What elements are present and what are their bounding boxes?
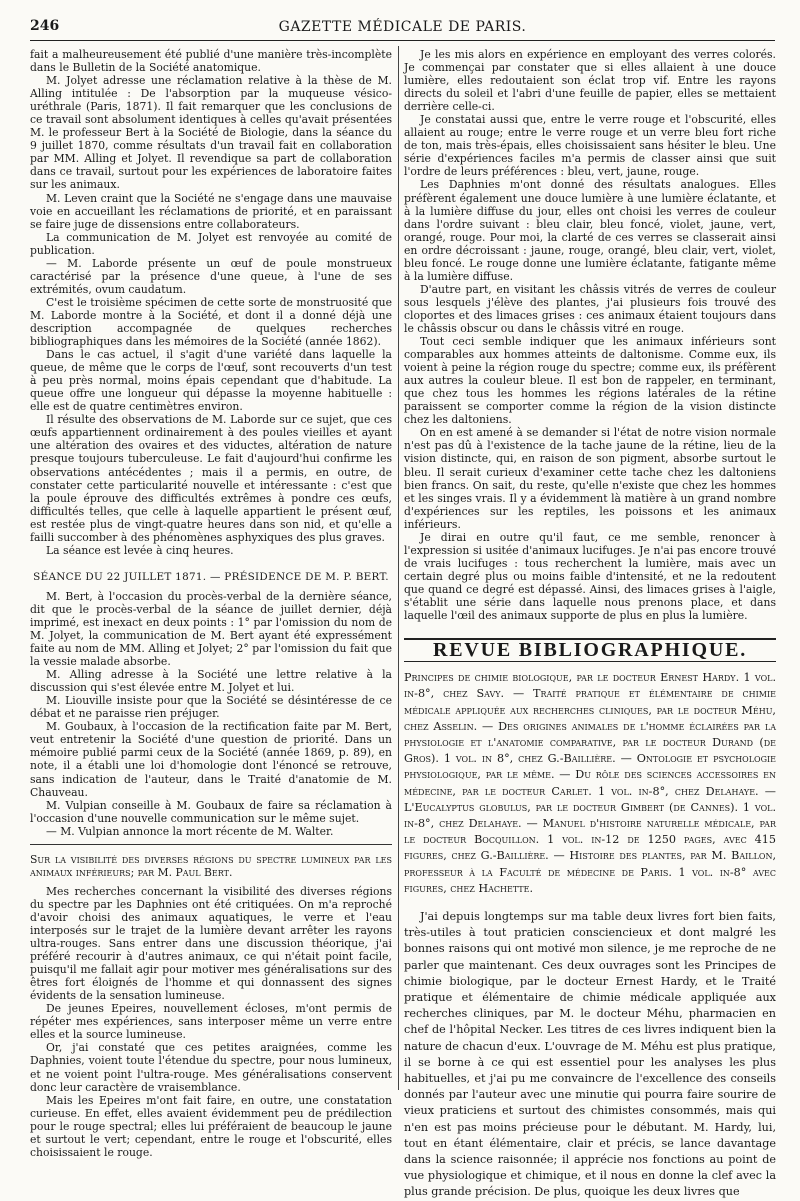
- column-divider: [398, 46, 399, 1090]
- paragraph: — M. Vulpian annonce la mort récente de M. Walter.: [46, 824, 334, 838]
- article-title: Sur la visibilité des diverses régions du spectre lumineux par les animaux inférieurs; par M. Paul Bert.: [30, 852, 392, 879]
- paragraph: M. Alling adresse à la Société une lettre relative à la discussion qui s'est élevée entre M. Jolyet et lui.: [30, 668, 392, 695]
- paragraph: Je les mis alors en expérience en employant des verres colorés. Je commençai par constater que si elles allaient à une douce lumière, elles redoutaient son éclat trop vif. Entre les rayons directs du soleil et l'abri d'une feuille de papier, elles se mettaient derrière celle-ci.: [404, 48, 776, 114]
- review-body: [404, 909, 776, 1201]
- paragraph: Mes recherches concernant la visibilité des diverses régions du spectre par les Daphnies ont été critiquées. On m'a reproché d'avoir choisi des animaux aquatiques, le verre et l'eau interposés sur le trajet de la lumière devant arrêter les rayons ultra-rouges. Sans entrer dans une discussion théorique, j'ai préféré recourir à d'autres animaux, ce qui n'était point facile, puisqu'il me fallait agir pour motiver mes généralisations sur des êtres fort éloignés de l'homme et qui donnassent des signes évidents de la sensation lumineuse.: [30, 884, 392, 1003]
- paragraph: J'ai depuis longtemps sur ma table deux livres fort bien faits, très-utiles à tout praticien consciencieux et dont malgré les bonnes raisons qui ont motivé mon silence, je me reproche de ne parler que maintenant. Ces deux ouvrages sont les Principes de chimie biologique, par le docteur Ernest Hardy, et le Traité pratique et élémentaire de chimie médicale appliquée aux recherches cliniques, par M. le docteur Méhu, pharmacien en chef de l'hôpital Necker. Les titres de ces livres indiquent bien la nature de chacun d'eux. L'ouvrage de M. Méhu est plus pratique, il se borne à ce qui est essentiel pour les analyses les plus habituelles, et j'ai pu me convaincre de l'excellence des conseils donnés par l'auteur avec une minutie qui pourra faire sourire de vieux praticiens et surtout des chimistes consommés, mais qui n'en est pas moins précieuse pour le débutant. M. Hardy, lui, tout en étant élémentaire, clair et précis, se lance davantage dans la science raisonnée; il apprécie nos fonctions au point de vue physiologique et chimique, et il nous en donne la clef avec la plus grande précision. De plus, quoique les deux livres que: [404, 909, 776, 1199]
- bibliography-list: [404, 670, 776, 897]
- paragraph: De jeunes Epeires, nouvellement écloses, m'ont permis de répéter mes expériences, sans interposer même un verre entre elles et la source lumineuse.: [30, 1002, 392, 1042]
- paragraph: M. Vulpian conseille à M. Goubaux de faire sa réclamation à l'occasion d'une nouvelle communication sur le même sujet.: [30, 798, 392, 825]
- paragraph: On en est amené à se demander si l'état de notre vision normale n'est pas dû à l'existence de la tache jaune de la rétine, lieu de la vision distincte, qui, en raison de son pigment, absorbe surtout le bleu. Il serait curieux d'examiner cette tache chez les daltoniens bien francs. On sait, du reste, qu'elle n'existe que chez les hommes et les singes vrais. Il y a évidemment là matière à un grand nombre d'expériences sur les reptiles, les poissons et les animaux inférieurs.: [404, 426, 776, 531]
- paragraph: Je constatai aussi que, entre le verre rouge et l'obscurité, elles allaient au rouge; entre le verre rouge et un verre bleu fort riche de ton, mais très-épais, elles choisissaient sans hésiter le bleu. Une série d'expériences faciles m'a permis de classer ainsi que suit l'ordre de leurs préférences : bleu, vert, jaune, rouge.: [404, 113, 776, 179]
- paragraph: Or, j'ai constaté que ces petites araignées, comme les Daphnies, voient toute l'étendue du spectre, pour nous lumineux, et ne voient point l'ultra-rouge. Mes généralisations conservent donc leur caractère de vraisemblance.: [30, 1041, 392, 1094]
- paragraph: M. Jolyet adresse une réclamation relative à la thèse de M. Alling intitulée : De l'absorption par la muqueuse vésico-uréthrale (Paris, 1871). Il fait remarquer que les conclusions de ce travail sont absolument identiques à celles qu'avait présentées M. le professeur Bert à la Société de Biologie, dans la séance du 9 juillet 1870, comme résultats d'un travail fait en collaboration par MM. Alling et Jolyet. Il revendique sa part de collaboration dans ce travail, surtout pour les expériences de laboratoire faites sur les animaux.: [30, 74, 392, 192]
- left-column: [30, 48, 392, 1159]
- session-heading: SÉANCE DU 22 JUILLET 1871. — PRÉSIDENCE DE M. P. BERT.: [33, 570, 389, 583]
- page-header: [30, 18, 775, 41]
- paragraph: Tout ceci semble indiquer que les animaux inférieurs sont comparables aux hommes atteints de daltonisme. Comme eux, ils voient à peine la région rouge du spectre; comme eux, ils préfèrent aux autres la couleur bleue. Il est bon de rappeler, en terminant, que chez tous les hommes les régions latérales de la rétine paraissent se comporter comme la région de la vision distincte chez les daltoniens.: [404, 335, 776, 427]
- paragraph: M. Goubaux, à l'occasion de la rectification faite par M. Bert, veut entretenir la Société d'une question de priorité. Dans un mémoire publié parmi ceux de la Société (année 1869, p. 89), en note, il a établi une loi d'homologie dont l'énoncé se retrouve, sans indication de l'auteur, dans le Traité d'anatomie de M. Chauveau.: [30, 720, 392, 799]
- paragraph: Les Daphnies m'ont donné des résultats analogues. Elles préfèrent également une douce lumière à une lumière éclatante, et à la lumière diffuse du jour, elles ont choisi les verres de couleur dans l'ordre suivant : bleu clair, bleu foncé, violet, jaune, vert, orangé, rouge. Pour moi, la clarté de ces verres se classerait ainsi en ordre décroissant : jaune, rouge, orangé, bleu clair, vert, violet, bleu foncé. Le rouge donne une lumière éclatante, fatigante même à la lumière diffuse.: [404, 178, 776, 283]
- paragraph: Dans le cas actuel, il s'agit d'une variété dans laquelle la queue, de même que le corps de l'œuf, sont recouverts d'un test à peu près normal, moins épais cependant que d'habitude. La queue offre une longueur qui dépasse la moyenne habituelle : elle est de quatre centimètres environ.: [30, 348, 392, 414]
- paragraph: fait a malheureusement été publié d'une manière très-incomplète dans le Bulletin de la Société anatomique.: [30, 48, 392, 75]
- page-number: 246: [30, 18, 60, 34]
- paragraph: La séance est levée à cinq heures.: [46, 543, 234, 557]
- paragraph: M. Leven craint que la Société ne s'engage dans une mauvaise voie en accueillant les réclamations de priorité, et en paraissant se faire juge de dissensions entre collaborateurs.: [30, 191, 392, 231]
- paragraph: Mais les Epeires m'ont fait faire, en outre, une constatation curieuse. En effet, elles avaient évidemment peu de prédilection pour le rouge spectral; elles lui préféraient de beaucoup le jaune et surtout le vert; cependant, entre le rouge et l'obscurité, elles choisissaient le rouge.: [30, 1093, 392, 1159]
- journal-title: GAZETTE MÉDICALE DE PARIS.: [278, 19, 527, 35]
- paragraph: C'est le troisième spécimen de cette sorte de monstruosité que M. Laborde montre à la Société, et dont il a donné déjà une description accompagnée de quelques recherches bibliographiques dans les mémoires de la Société (année 1862).: [30, 295, 392, 349]
- paragraph: M. Liouville insiste pour que la Société se désintéresse de ce débat et ne paraisse rien préjuger.: [30, 694, 392, 721]
- paragraph: — M. Laborde présente un œuf de poule monstrueux caractérisé par la présence d'une queue, à l'une de ses extrémités, ovum caudatum.: [30, 256, 392, 296]
- section-heading-box: [404, 638, 776, 662]
- paragraph: Je dirai en outre qu'il faut, ce me semble, renoncer à l'expression si usitée d'animaux lucifuges. Je n'ai pas encore trouvé de vrais lucifuges : tous recherchent la lumière, mais avec un certain degré plus ou moins faible d'intensité, et ne la redoutent que quand ce degré est dépassé. Ainsi, des limaces grises à l'aigle, s'établit une série dans laquelle nous prenons place, et dans laquelle l'œil des animaux supporte de plus en plus la lumière.: [404, 530, 776, 623]
- bibliography-entries: Principes de chimie biologique, par le docteur Ernest Hardy. 1 vol. in-8°, chez Savy. — Traité pratique et élémentaire de chimie médicale appliquée aux recherches cliniques, par le docteur Méhu, chez Asselin. — Des origines animales de l'homme éclairées par la physiologie et l'anatomie comparative, par le docteur Durand (de Gros). 1 vol. in 8°, chez G.-Baillière. — Ontologie et psychologie physiologique, par le même. — Du rôle des sciences accessoires en médecine, par le docteur Carlet. 1 vol. in-8°, chez Delahaye. — L'Eucalyptus globulus, par le docteur Gimbert (de Cannes). 1 vol. in-8°, chez Delahaye. — Manuel d'histoire naturelle médicale, par le docteur Bocquillon. 1 vol. in-12 de 1250 pages, avec 415 figures, chez G.-Baillière. — Histoire des plantes, par M. Baillon, professeur à la Faculté de médecine de Paris. 1 vol. in-8° avec figures, chez Hachette.: [404, 671, 776, 895]
- section-title: REVUE BIBLIOGRAPHIQUE.: [432, 639, 748, 662]
- paragraph: Il résulte des observations de M. Laborde sur ce sujet, que ces œufs appartiennent ordinairement à des poules vieilles et ayant une altération des ovaires et des viductes, altération de nature presque toujours tuberculeuse. Le fait d'aujourd'hui confirme les observations antécédentes ; mais il a permis, en outre, de constater cette particularité nouvelle et intéressante : c'est que la poule éprouve des difficultés extrêmes à pondre ces œufs, difficultés telles, que celle à laquelle appartient le présent œuf, est restée plus de vingt-quatre heures dans son nid, et qu'elle a failli succomber à des phénomènes asphyxiques des plus graves.: [30, 413, 392, 544]
- paragraph: D'autre part, en visitant les châssis vitrés de verres de couleur sous lesquels j'élève des plantes, j'ai plusieurs fois trouvé des cloportes et des limaces grises : ces animaux étaient toujours dans le châssis obscur ou dans le châssis vitré en rouge.: [404, 282, 776, 335]
- section-rule: [30, 844, 392, 845]
- paragraph: M. Bert, à l'occasion du procès-verbal de la dernière séance, dit que le procès-verbal de la séance de juillet dernier, déjà imprimé, est inexact en deux points : 1° par l'omission du nom de M. Jolyet, la communication de M. Bert ayant été expressément faite au nom de MM. Alling et Jolyet; 2° par l'omission du fait que la vessie malade absorbe.: [30, 589, 392, 669]
- right-column: [404, 48, 776, 1199]
- paragraph: La communication de M. Jolyet est renvoyée au comité de publication.: [30, 230, 392, 257]
